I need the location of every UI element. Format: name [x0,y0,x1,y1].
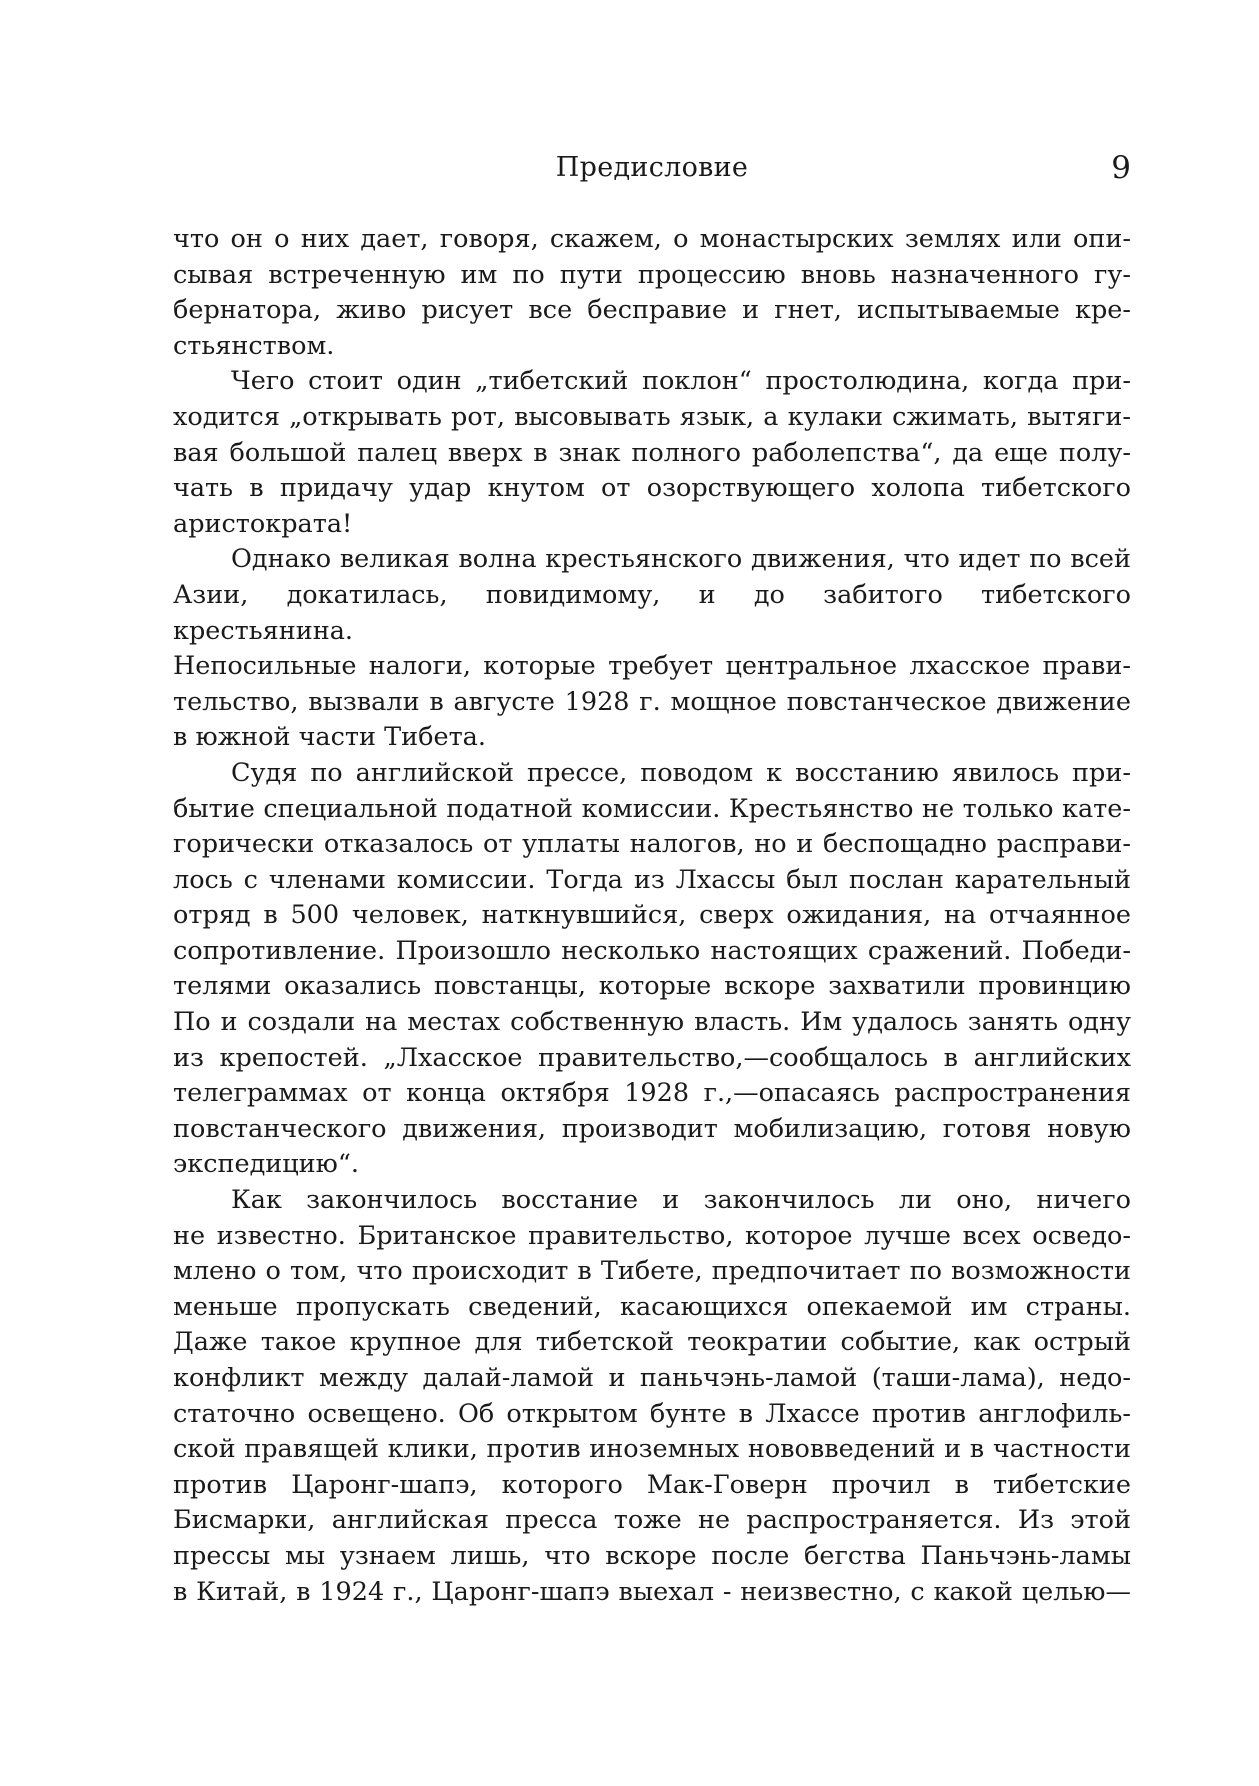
body-text [173,222,1131,1610]
text-line: чать в придачу удар кнутом от озорствующего холопа тибетского [173,473,1131,504]
paragraph [173,1183,1131,1610]
text-line: в Китай, в 1924 г., Царонг-шапэ выехал - неизвестно, с какой целью— [173,1576,1131,1607]
text-line: что он о них дает, говоря, скажем, о монастырских землях или опи- [173,224,1131,254]
paragraph [173,364,1131,542]
text-line: телеграммах от конца октября 1928 г.,—опасаясь распространения [173,1078,1131,1109]
text-line: Как закончилось восстание и закончилось ли оно, ничего [231,1185,1131,1216]
text-line: Чего стоит один „тибетский поклон“ простолюдина, когда при- [231,366,1131,397]
text-line: Однако великая волна крестьянского движения, что идет по всей [231,544,1131,575]
text-line: из крепостей. „Лхасское правительство,—сообщалось в английских [173,1042,1131,1073]
paragraph [173,756,1131,1183]
text-line: Бисмарки, английская пресса тоже не распространяется. Из этой [173,1505,1131,1536]
text-line: бытие специальной податной комиссии. Крестьянство не только кате- [173,793,1131,824]
text-line: против Царонг-шапэ, которого Мак-Говерн прочил в тибетские [173,1469,1131,1500]
running-title: Предисловие [555,152,749,183]
text-line: Судя по английской прессе, поводом к восстанию явилось при- [231,757,1131,788]
text-line: ской правящей клики, против иноземных нововведений и в частности [173,1434,1131,1465]
text-line: стьянством. [173,330,335,361]
paragraph [173,222,1131,364]
text-line: бернатора, живо рисует все бесправие и гнет, испытываемые кре- [173,295,1131,326]
text-line: повстанческого движения, производит мобилизацию, готовя новую [173,1113,1131,1144]
text-line: Азии, докатилась, повидимому, и до забитого тибетского крестьянина. [173,579,1131,646]
text-line: тельство, вызвали в августе 1928 г. мощное повстанческое движение [173,686,1131,717]
text-line: меньше пропускать сведений, касающихся опекаемой им страны. [173,1291,1131,1322]
text-line: лось с членами комиссии. Тогда из Лхассы был послан карательный [173,864,1131,895]
text-line: отряд в 500 человек, наткнувшийся, сверх ожидания, на отчаянное [173,900,1131,931]
text-line: аристократа! [173,508,353,539]
text-line: млено о том, что происходит в Тибете, предпочитает по возможности [173,1256,1131,1287]
page-number: 9 [1111,150,1131,186]
text-line: Непосильные налоги, которые требует центральное лхасское прави- [173,651,1131,682]
text-line: экспедицию“. [173,1149,360,1180]
text-line: сопротивление. Произошло несколько настоящих сражений. Победи- [173,935,1131,966]
text-line: телями оказались повстанцы, которые вскоре захватили провинцию [173,971,1131,1002]
text-line: По и создали на местах собственную власть. Им удалось занять одну [173,1007,1131,1038]
text-line: статочно освещено. Об открытом бунте в Лхассе против англофиль- [173,1398,1131,1429]
text-line: не известно. Британское правительство, которое лучше всех осведо- [173,1220,1131,1251]
text-line: Даже такое крупное для тибетской теократии событие, как острый [173,1327,1131,1358]
text-line: в южной части Тибета. [173,722,486,753]
text-line: прессы мы узнаем лишь, что вскоре после бегства Паньчэнь-ламы [173,1540,1131,1571]
paragraph [173,542,1131,756]
text-line: сывая встреченную им по пути процессию вновь назначенного гу- [173,259,1131,290]
running-head [173,146,1131,190]
text-line: ходится „открывать рот, высовывать язык, а кулаки сжимать, вытяги- [173,401,1131,432]
text-line: вая большой палец вверх в знак полного раболепства“, да еще полу- [173,437,1131,468]
text-line: конфликт между далай-ламой и паньчэнь-ламой (таши-лама), недо- [173,1363,1131,1393]
text-line: горически отказалось от уплаты налогов, но и беспощадно расправи- [173,829,1131,860]
